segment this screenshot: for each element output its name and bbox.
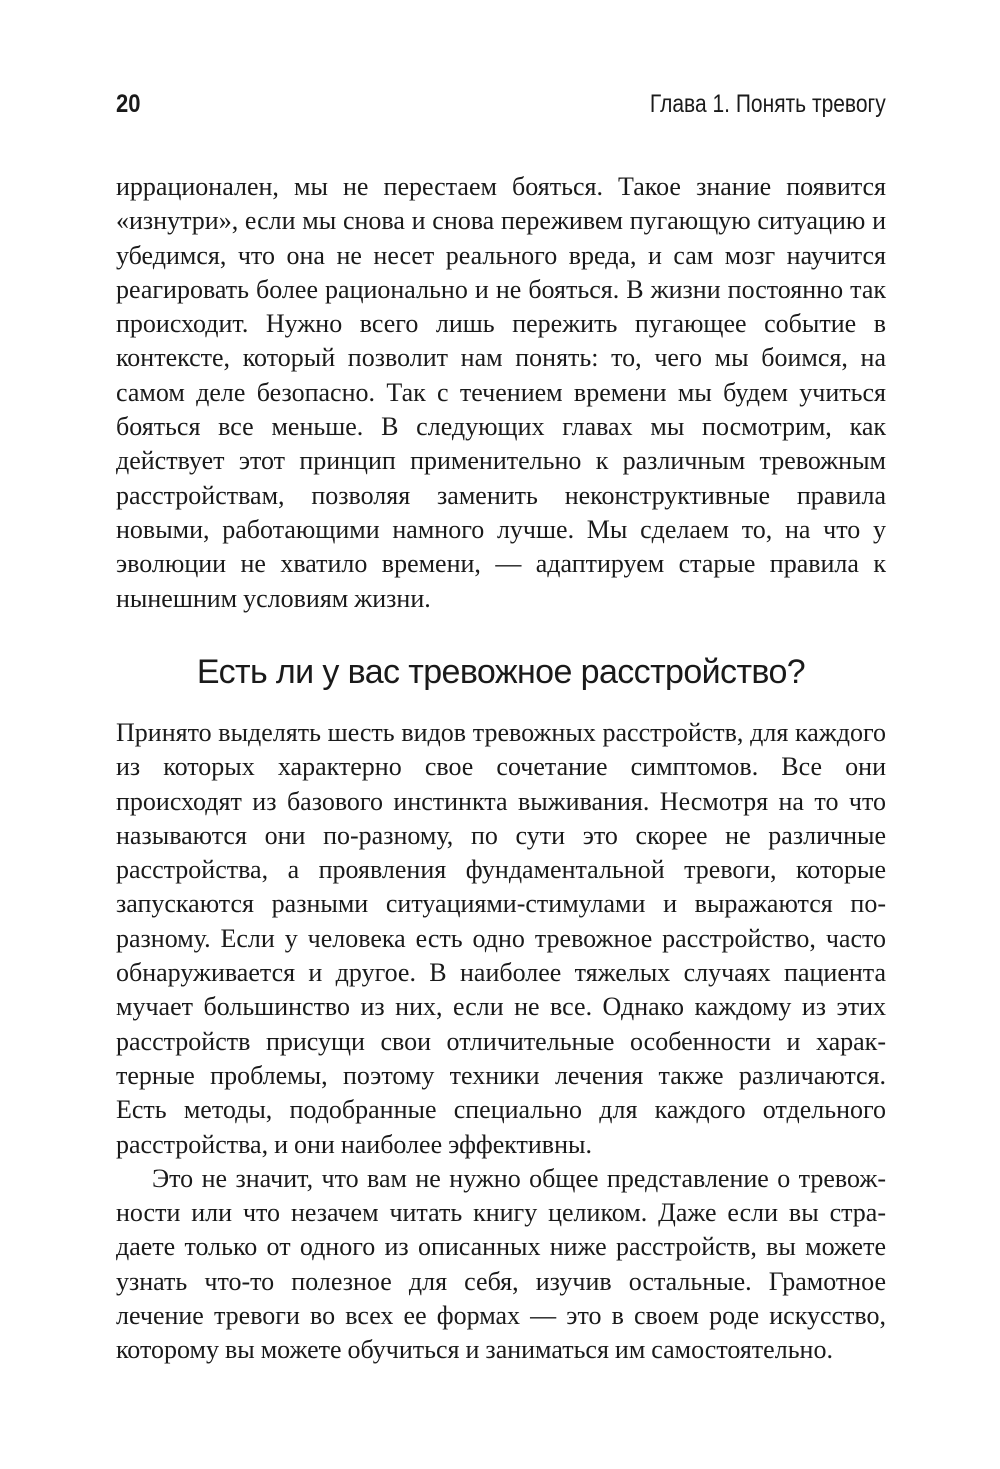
section-heading: Есть ли у вас тревожное расстройство? <box>196 653 806 691</box>
body-paragraph: Принято выделять шесть видов тревожных расстройств, для каждого из которых характерно свое сочетание симптомов. Все они происходят из базового инстинкта выживания. Несмотря на то что называются они по-разному, по сути это скорее не различные расстройства, а проявления фундаментальной тревоги, которые запускаются разными ситуациями-стимулами и выражаются по-разному. Если у человека есть одно тревожное расстройство, часто обнаруживается и другое. В наиболее тяжелых случаях пациента мучает большинство из них, если не все. Однако каждому из этих расстройств присущи свои отличительные особенности и характерные проблемы, поэтому техники лечения также различаются. Есть методы, подобранные специально для каждого отдельного расстройства, и они наиболее эффективны. <box>116 718 886 1159</box>
body-paragraph: Это не значит, что вам не нужно общее представление о тревожности или что незачем читать книгу целиком. Даже если вы страдаете только от одного из описанных ниже расстройств, вы можете узнать что-то полезное для себя, изучив остальные. Грамотное лечение тревоги во всех ее формах — это в своем роде искусство, которому вы можете обучиться и заниматься им самостоятельно. <box>116 1163 886 1365</box>
intro-text-block <box>116 170 886 616</box>
chapter-title: Глава 1. Понять тревогу <box>650 90 886 118</box>
running-head <box>116 84 886 124</box>
body-paragraph: иррационален, мы не перестаем бояться. Такое знание появится «изнутри», если мы снова и снова переживем пугающую ситуацию и убедимся, что она не несет реального вреда, и сам мозг научится реагировать более рационально и не бояться. В жизни постоянно так происходит. Нужно всего лишь пережить пугающее событие в контексте, который позволит нам понять: то, чего мы боимся, на самом деле безопасно. Так с течением времени мы будем учиться бояться все меньше. В следующих главах мы посмотрим, как действует этот принцип применительно к различным тревожным расстройствам, позволяя заменить неконструктивные правила новыми, работающими намного лучше. Мы сделаем то, на что у эволюции не хватило времени, — адаптируем старые правила к нынешним условиям жизни. <box>116 172 886 613</box>
section-text-block <box>116 716 886 1368</box>
page-number: 20 <box>116 90 141 118</box>
